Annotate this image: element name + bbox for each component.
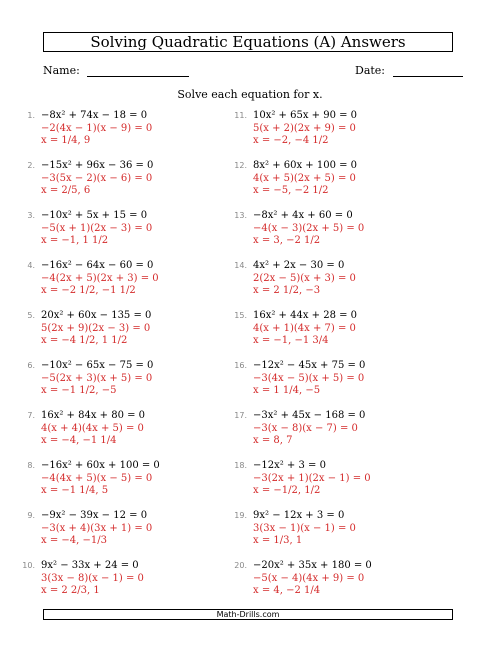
problem-item [225,160,425,210]
problem-lines [253,360,365,398]
problem-number: 16. [234,361,247,370]
factored-form: −3(4x − 5)(x + 5) = 0 [253,372,365,384]
problem-item [13,260,213,310]
factored-form: 5(x + 2)(2x + 9) = 0 [253,122,356,134]
problem-item [13,110,213,160]
date-label: Date: [355,64,386,77]
equation: 4x² + 2x − 30 = 0 [253,260,345,271]
problem-number: 15. [234,311,247,320]
factored-form: −4(4x + 5)(x − 5) = 0 [41,472,153,484]
problem-lines [41,410,145,448]
equation: −12x² − 45x + 75 = 0 [253,360,366,371]
equation: −8x² + 4x + 60 = 0 [253,210,353,221]
equation: −10x² + 5x + 15 = 0 [41,210,148,221]
solution: x = 1/3, 1 [253,535,303,546]
factored-form: 4(x + 4)(4x + 5) = 0 [41,422,144,434]
problem-item [225,310,425,360]
factored-form: 4(x + 1)(4x + 7) = 0 [253,322,356,334]
problem-number: 19. [234,511,247,520]
worksheet-title: Solving Quadratic Equations (A) Answers [43,32,453,52]
problem-number: 9. [27,511,35,520]
name-blank-line [87,76,189,77]
problem-item [225,260,425,310]
problem-lines [253,310,357,348]
problem-lines [253,160,357,198]
factored-form: −3(x + 4)(3x + 1) = 0 [41,522,153,534]
problem-lines [41,310,151,348]
problem-number: 4. [27,261,35,270]
factored-form: −5(x + 1)(2x − 3) = 0 [41,222,153,234]
problem-item [225,510,425,560]
equation: 16x² + 84x + 80 = 0 [41,410,146,421]
name-field [43,64,189,77]
solution: x = −4, −1 1/4 [41,435,117,446]
solution: x = −1 1/2, −5 [41,385,117,396]
problem-item [225,460,425,510]
equation: −16x² + 60x + 100 = 0 [41,460,160,471]
equation: 10x² + 65x + 90 = 0 [253,110,358,121]
equation: 20x² + 60x − 135 = 0 [41,310,152,321]
equation: −20x² + 35x + 180 = 0 [253,560,372,571]
problem-item [13,560,213,610]
solution: x = 8, 7 [253,435,293,446]
problem-lines [41,560,144,598]
problem-number: 8. [27,461,35,470]
problem-lines [253,460,371,498]
problem-item [13,160,213,210]
factored-form: 3(3x − 8)(x − 1) = 0 [41,572,144,584]
equation: −9x² − 39x − 12 = 0 [41,510,148,521]
solution: x = −1, 1 1/2 [41,235,109,246]
footer-brand: Math-Drills.com [43,609,453,620]
factored-form: −3(5x − 2)(x − 6) = 0 [41,172,153,184]
solution: x = 2/5, 6 [41,185,91,196]
problem-lines [41,360,153,398]
left-problem-column [13,110,213,610]
problem-number: 2. [27,161,35,170]
problem-number: 14. [234,261,247,270]
name-label: Name: [43,64,80,77]
problem-number: 13. [234,211,247,220]
factored-form: −5(2x + 3)(x + 5) = 0 [41,372,153,384]
problem-number: 5. [27,311,35,320]
problem-number: 1. [27,111,35,120]
problem-item [13,410,213,460]
solution: x = 4, −2 1/4 [253,585,321,596]
problem-lines [41,260,159,298]
factored-form: −4(2x + 5)(2x + 3) = 0 [41,272,159,284]
factored-form: −3(x − 8)(x − 7) = 0 [253,422,358,434]
problem-lines [253,210,364,248]
problem-lines [41,110,152,148]
solution: x = −2 1/2, −1 1/2 [41,285,136,296]
solution: x = −4, −1/3 [41,535,107,546]
solution: x = −4 1/2, 1 1/2 [41,335,128,346]
equation: −10x² − 65x − 75 = 0 [41,360,154,371]
equation: 9x² − 12x + 3 = 0 [253,510,345,521]
instructions: Solve each equation for x. [177,88,323,101]
problem-number: 11. [234,111,247,120]
problem-number: 7. [27,411,35,420]
equation: −12x² + 3 = 0 [253,460,326,471]
equation: 16x² + 44x + 28 = 0 [253,310,358,321]
equation: −3x² + 45x − 168 = 0 [253,410,366,421]
solution: x = 1 1/4, −5 [253,385,321,396]
date-field [355,64,463,77]
problem-item [13,510,213,560]
solution: x = −5, −2 1/2 [253,185,329,196]
date-blank-line [393,76,463,77]
solution: x = −1, −1 3/4 [253,335,329,346]
problem-lines [253,510,356,548]
problem-item [13,310,213,360]
problem-number: 18. [234,461,247,470]
factored-form: 2(2x − 5)(x + 3) = 0 [253,272,356,284]
equation: 9x² − 33x + 24 = 0 [41,560,139,571]
problem-lines [41,460,160,498]
problem-item [13,360,213,410]
problem-item [225,210,425,260]
problem-number: 20. [234,561,247,570]
solution: x = −2, −4 1/2 [253,135,329,146]
problem-lines [41,510,152,548]
problem-lines [41,160,153,198]
problem-item [225,110,425,160]
solution: x = 2 2/3, 1 [41,585,100,596]
problem-lines [41,210,152,248]
equation: −8x² + 74x − 18 = 0 [41,110,148,121]
equation: −15x² + 96x − 36 = 0 [41,160,154,171]
solution: x = 3, −2 1/2 [253,235,321,246]
problem-number: 6. [27,361,35,370]
equation: −16x² − 64x − 60 = 0 [41,260,154,271]
right-problem-column [225,110,425,610]
problem-lines [253,410,365,448]
problem-number: 17. [234,411,247,420]
problem-lines [253,560,372,598]
factored-form: 3(3x − 1)(x − 1) = 0 [253,522,356,534]
problem-item [13,460,213,510]
factored-form: −5(x − 4)(4x + 9) = 0 [253,572,365,584]
problem-item [13,210,213,260]
solution: x = 1/4, 9 [41,135,91,146]
problem-lines [253,110,357,148]
problem-item [225,560,425,610]
factored-form: 5(2x + 9)(2x − 3) = 0 [41,322,151,334]
factored-form: −4(x − 3)(2x + 5) = 0 [253,222,365,234]
solution: x = −1 1/4, 5 [41,485,109,496]
solution: x = −1/2, 1/2 [253,485,321,496]
factored-form: 4(x + 5)(2x + 5) = 0 [253,172,356,184]
problem-number: 10. [22,561,35,570]
problem-lines [253,260,356,298]
problem-item [225,360,425,410]
problem-number: 12. [234,161,247,170]
equation: 8x² + 60x + 100 = 0 [253,160,358,171]
solution: x = 2 1/2, −3 [253,285,321,296]
factored-form: −3(2x + 1)(2x − 1) = 0 [253,472,371,484]
problem-item [225,410,425,460]
factored-form: −2(4x − 1)(x − 9) = 0 [41,122,153,134]
problem-number: 3. [27,211,35,220]
